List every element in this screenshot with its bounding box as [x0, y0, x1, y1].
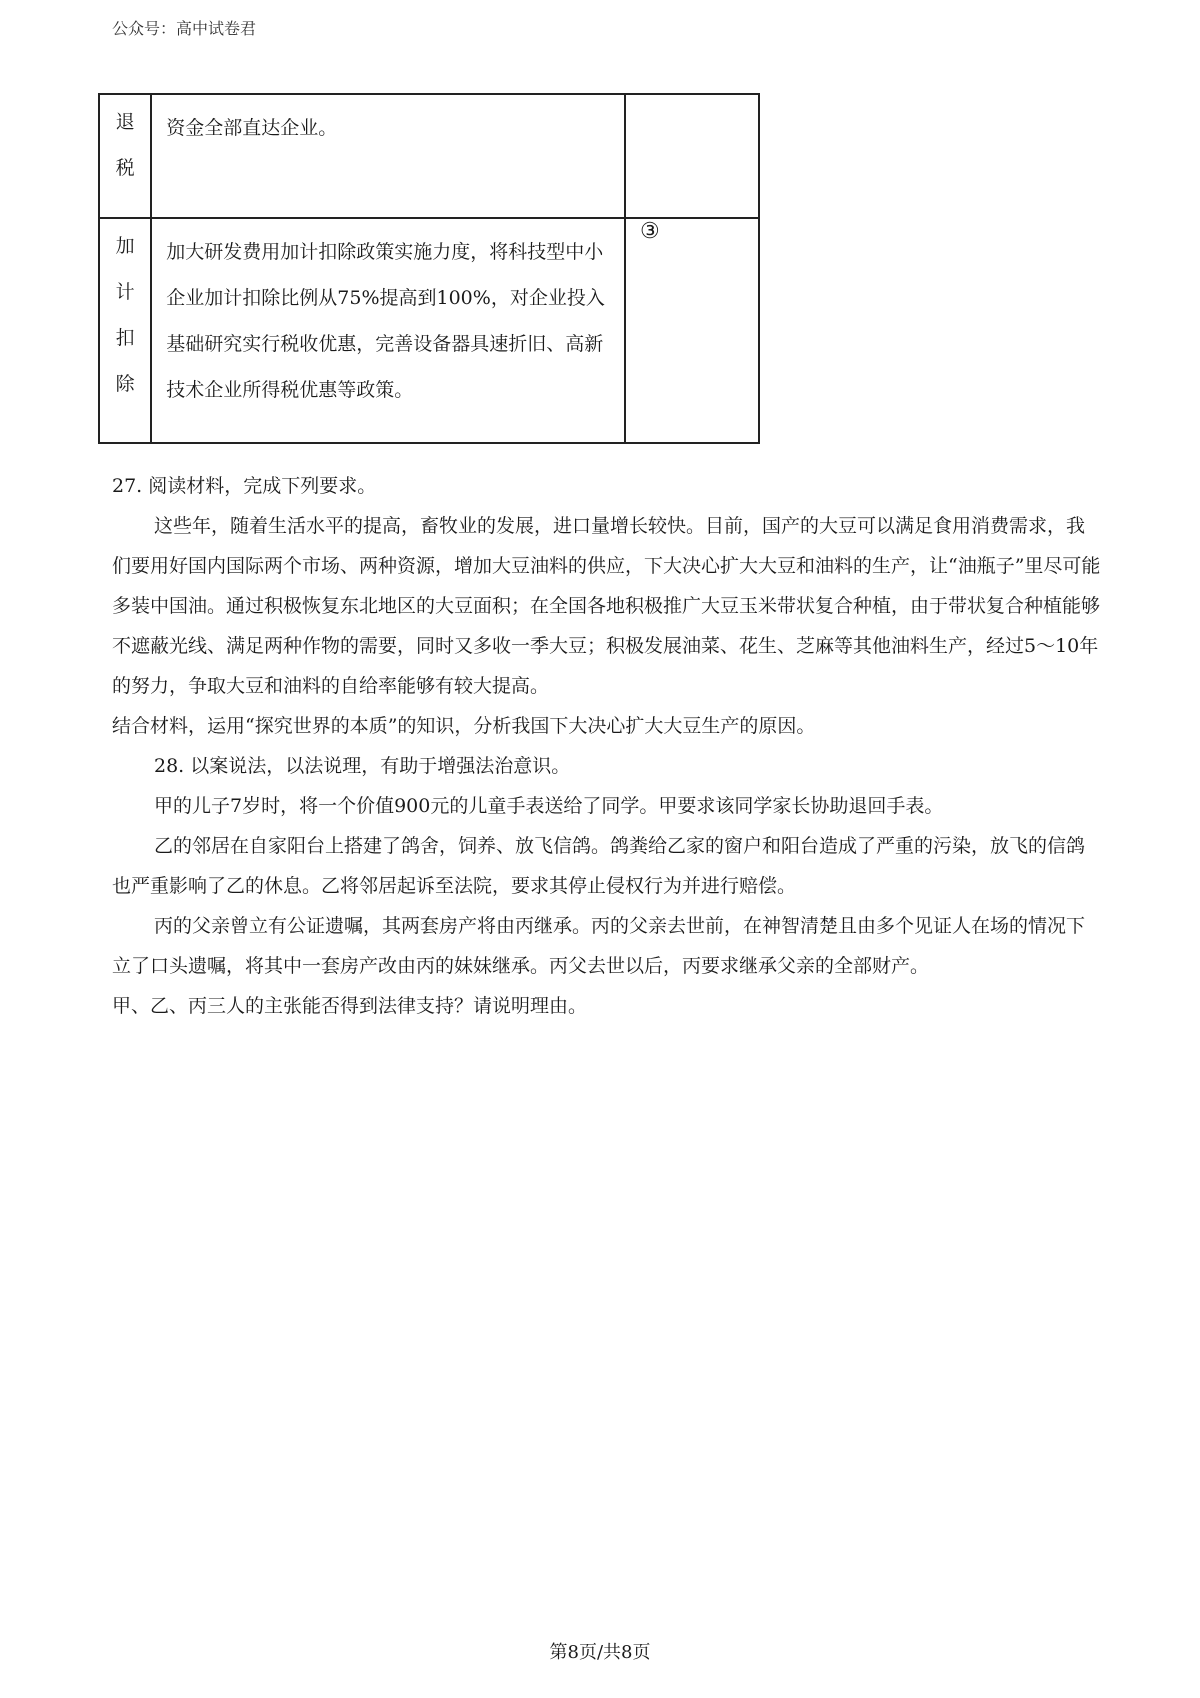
q28-case-1: 甲的儿子7岁时，将一个价值900元的儿童手表送给了同学。甲要求该同学家长协助退回手表。	[154, 795, 944, 817]
category-char: 计	[115, 281, 135, 303]
category-char: 加	[115, 235, 135, 257]
policy-table	[98, 93, 760, 444]
q27-material: 这些年，随着生活水平的提高，畜牧业的发展，进口量增长较快。目前，国产的大豆可以满足食用消费需求，我们要用好国内国际两个市场、两种资源，增加大豆油料的供应，下大决心扩大大豆和油料的生产，让“油瓶子”里尽可能多装中国油。通过积极恢复东北地区的大豆面积；在全国各地积极推广大豆玉米带状复合种植，由于带状复合种植能够不遮蔽光线、满足两种作物的需要，同时又多收一季大豆；积极发展油菜、花生、芝麻等其他油料生产，经过5～10年的努力，争取大豆和油料的自给率能够有较大提高。	[112, 515, 1101, 697]
description-cell: 资金全部直达企业。	[151, 94, 625, 218]
mark-cell	[625, 94, 759, 218]
page-header-source: 公众号：高中试卷君	[112, 19, 257, 38]
q28-question: 甲、乙、丙三人的主张能否得到法律支持？请说明理由。	[112, 995, 588, 1017]
category-char: 除	[115, 373, 135, 395]
table-row	[99, 218, 759, 443]
q28-case-3: 丙的父亲曾立有公证遗嘱，其两套房产将由丙继承。丙的父亲去世前，在神智清楚且由多个见证人在场的情况下立了口头遗嘱，将其中一套房产改由丙的妹妹继承。丙父去世以后，丙要求继承父亲的全部财产。	[112, 915, 1086, 977]
q27-title: 27. 阅读材料，完成下列要求。	[112, 475, 377, 497]
questions-section	[112, 466, 1102, 1026]
q27-question: 结合材料，运用“探究世界的本质”的知识，分析我国下大决心扩大大豆生产的原因。	[112, 715, 816, 737]
category-cell	[99, 94, 151, 218]
page-number: 第8页/共8页	[549, 1642, 651, 1663]
table-row	[99, 94, 759, 218]
q28-title: 28. 以案说法，以法说理，有助于增强法治意识。	[154, 755, 571, 777]
category-cell	[99, 218, 151, 443]
category-char: 税	[115, 157, 135, 179]
q28-case-2: 乙的邻居在自家阳台上搭建了鸽舍，饲养、放飞信鸽。鸽粪给乙家的窗户和阳台造成了严重的污染，放飞的信鸽也严重影响了乙的休息。乙将邻居起诉至法院，要求其停止侵权行为并进行赔偿。	[112, 835, 1086, 897]
mark-cell: ③	[625, 218, 759, 443]
category-char: 退	[115, 111, 135, 133]
category-char: 扣	[115, 327, 135, 349]
description-cell: 加大研发费用加计扣除政策实施力度，将科技型中小企业加计扣除比例从75%提高到100%，对企业投入基础研究实行税收优惠，完善设备器具速折旧、高新技术企业所得税优惠等政策。	[151, 218, 625, 443]
